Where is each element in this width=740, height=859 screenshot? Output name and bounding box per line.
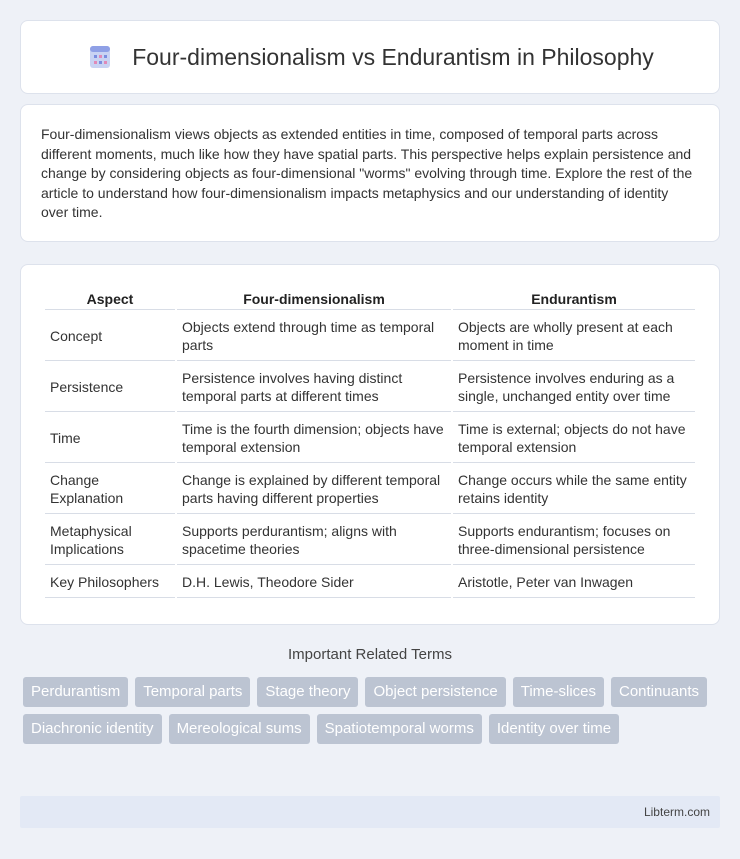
related-terms-heading: Important Related Terms	[288, 646, 452, 663]
related-term-tag[interactable]: Perdurantism	[23, 677, 128, 707]
cell-endurantism: Change occurs while the same entity retains identity	[453, 465, 695, 514]
intro-card	[20, 104, 720, 242]
related-terms-list	[23, 677, 723, 751]
table-row	[45, 567, 695, 598]
related-term-tag[interactable]: Temporal parts	[135, 677, 250, 707]
related-term-tag[interactable]: Identity over time	[489, 714, 619, 744]
cell-aspect: Metaphysical Implications	[45, 516, 175, 565]
footer-site-link[interactable]: Libterm.com	[643, 805, 710, 819]
cell-endurantism: Supports endurantism; focuses on three-dimensional persistence	[453, 516, 695, 565]
related-term-tag[interactable]: Stage theory	[257, 677, 358, 707]
related-term-tag[interactable]: Spatiotemporal worms	[317, 714, 482, 744]
table-row	[45, 363, 695, 412]
header-four-dimensionalism: Four-dimensionalism	[177, 287, 451, 310]
cell-four-dimensionalism: Persistence involves having distinct temporal parts at different times	[177, 363, 451, 412]
cell-aspect: Key Philosophers	[45, 567, 175, 598]
table-row	[45, 465, 695, 514]
cell-four-dimensionalism: Change is explained by different temporal parts having different properties	[177, 465, 451, 514]
table-row	[45, 414, 695, 463]
cell-four-dimensionalism: Time is the fourth dimension; objects have temporal extension	[177, 414, 451, 463]
cell-aspect: Change Explanation	[45, 465, 175, 514]
cell-endurantism: Persistence involves enduring as a single, unchanged entity over time	[453, 363, 695, 412]
cell-endurantism: Aristotle, Peter van Inwagen	[453, 567, 695, 598]
cell-four-dimensionalism: D.H. Lewis, Theodore Sider	[177, 567, 451, 598]
document-icon	[86, 43, 114, 71]
footer	[20, 796, 720, 828]
page-title: Four-dimensionalism vs Endurantism in Philosophy	[132, 43, 654, 70]
intro-text: Four-dimensionalism views objects as extended entities in time, composed of temporal parts across different moments, much like how they have spatial parts. This perspective helps explain persistence and change by considering objects as four-dimensional "worms" evolving through time. Explore the rest of the article to understand how four-dimensionalism impacts metaphysics and our understanding of identity over time.	[41, 126, 693, 221]
cell-four-dimensionalism: Objects extend through time as temporal parts	[177, 312, 451, 361]
table-row	[45, 312, 695, 361]
cell-aspect: Time	[45, 414, 175, 463]
related-term-tag[interactable]: Time-slices	[513, 677, 604, 707]
cell-four-dimensionalism: Supports perdurantism; aligns with spacetime theories	[177, 516, 451, 565]
related-term-tag[interactable]: Continuants	[611, 677, 707, 707]
table-header-row	[45, 287, 695, 310]
related-term-tag[interactable]: Object persistence	[365, 677, 505, 707]
cell-aspect: Concept	[45, 312, 175, 361]
comparison-table-card	[20, 264, 720, 625]
title-card	[20, 20, 720, 94]
cell-aspect: Persistence	[45, 363, 175, 412]
related-term-tag[interactable]: Mereological sums	[169, 714, 310, 744]
cell-endurantism: Objects are wholly present at each moment in time	[453, 312, 695, 361]
header-aspect: Aspect	[45, 287, 175, 310]
table-row	[45, 516, 695, 565]
cell-endurantism: Time is external; objects do not have temporal extension	[453, 414, 695, 463]
header-endurantism: Endurantism	[453, 287, 695, 310]
related-term-tag[interactable]: Diachronic identity	[23, 714, 162, 744]
comparison-table	[43, 285, 697, 600]
